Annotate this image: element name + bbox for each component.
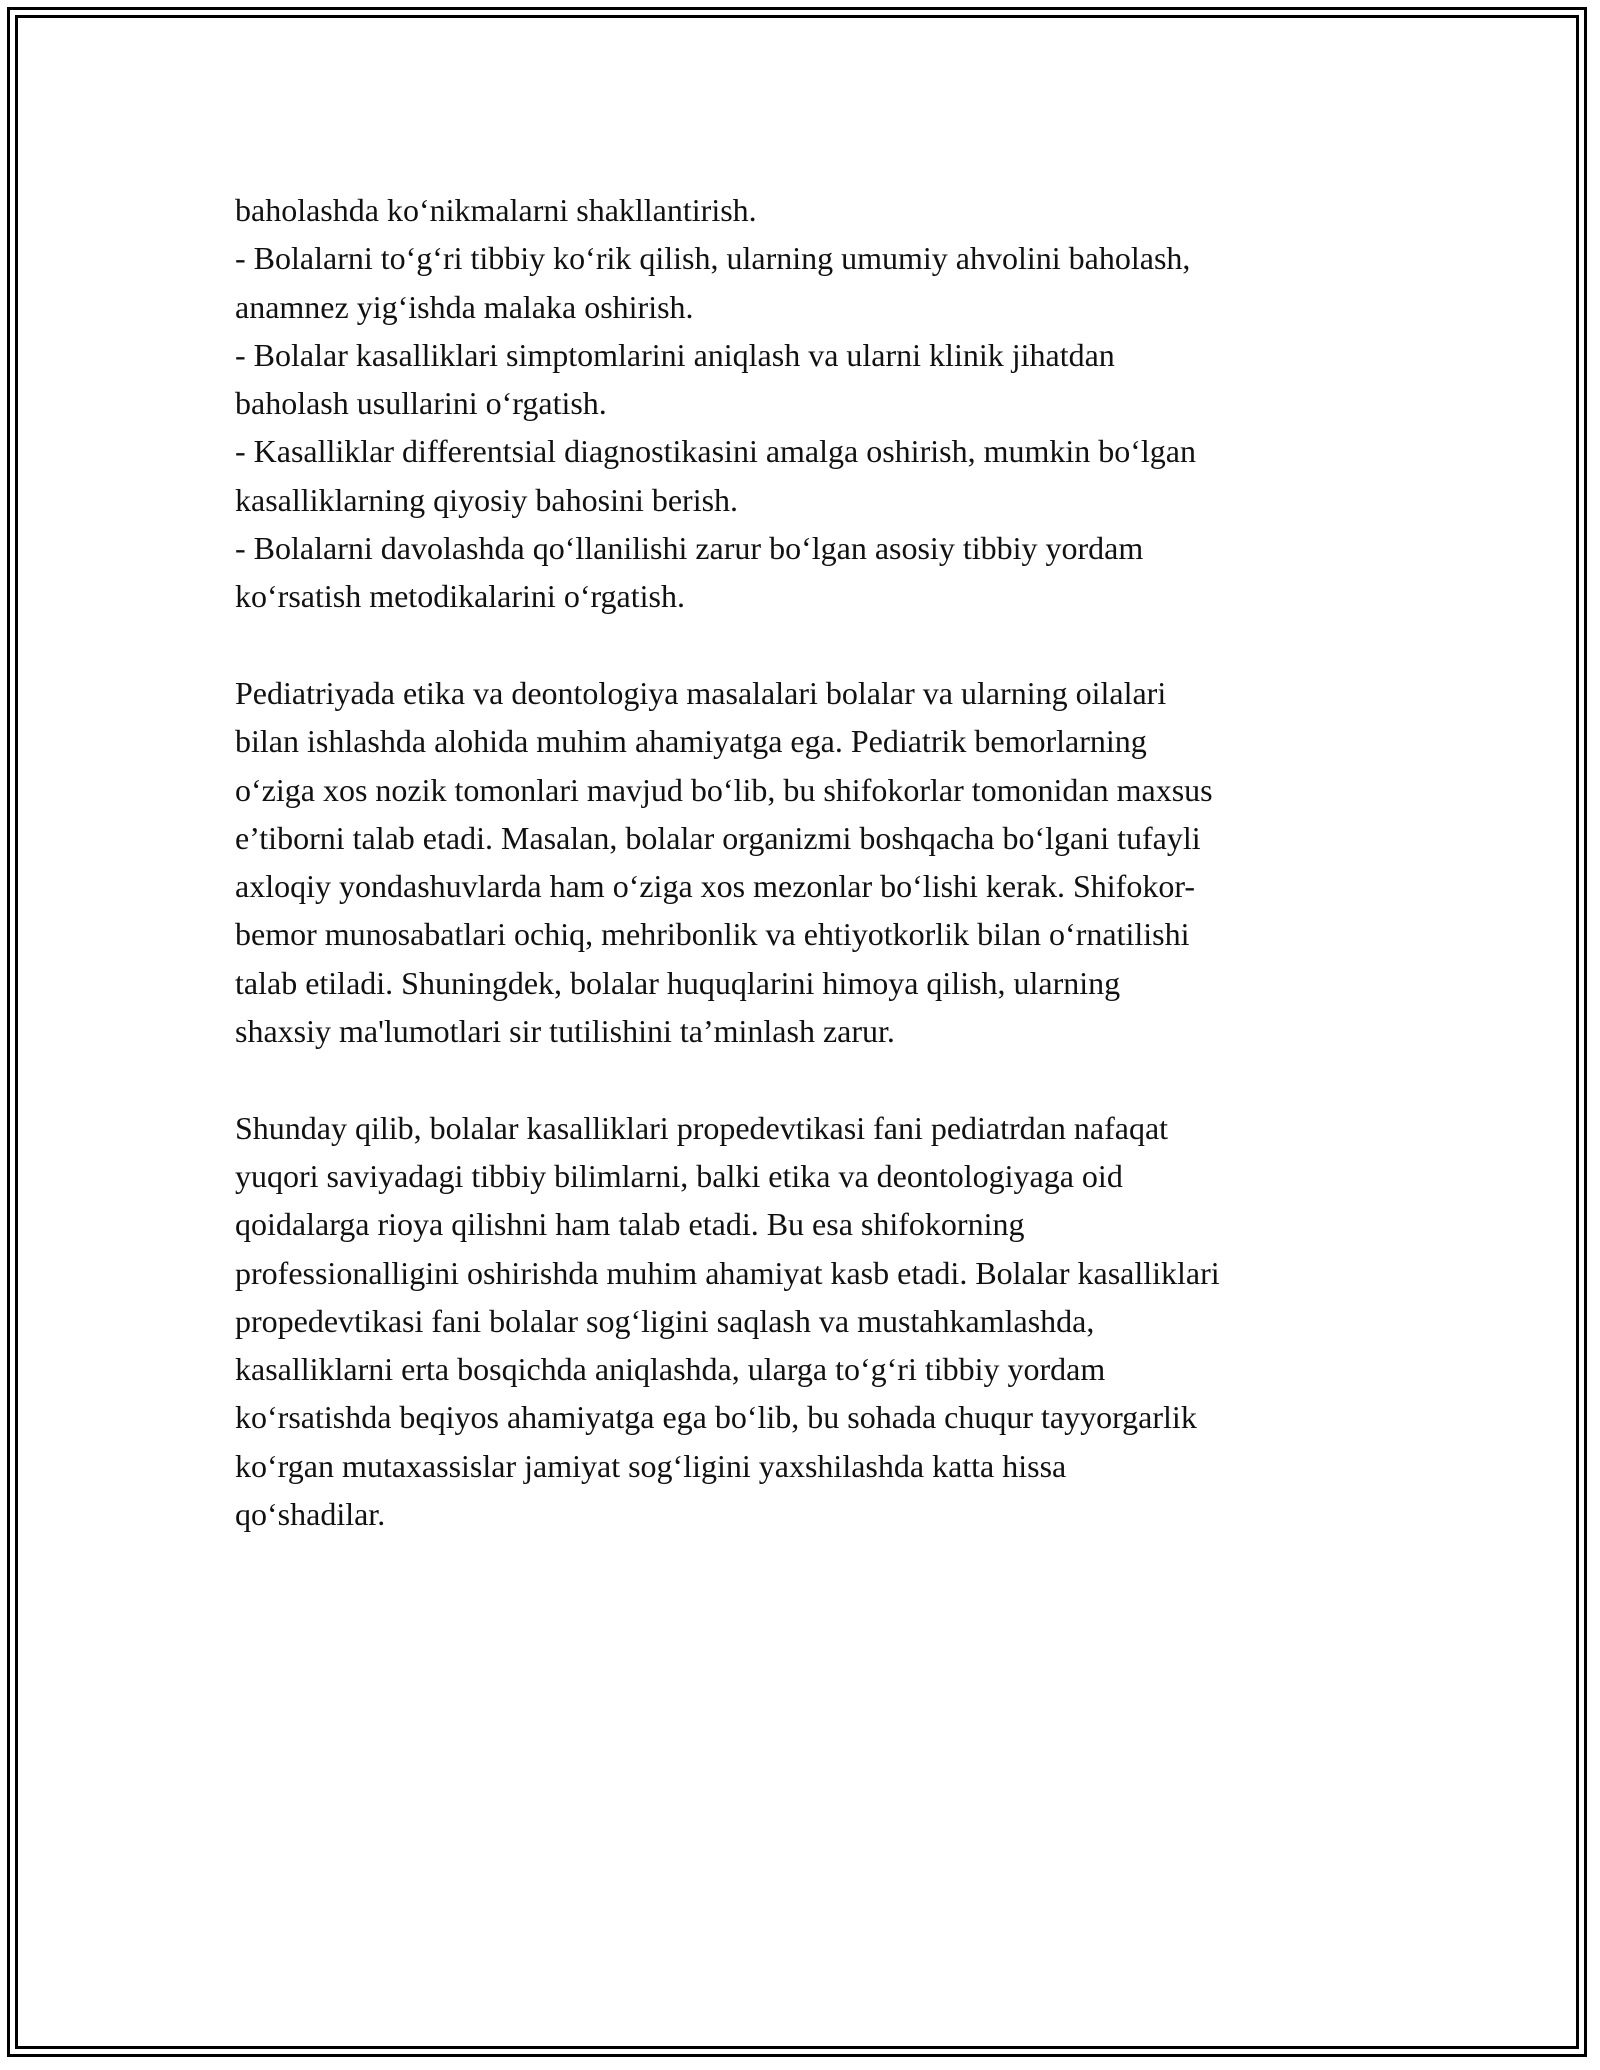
text-line: propedevtikasi fani bolalar sog‘ligini saqlash va mustahkamlashda, xyxy=(235,1302,1095,1339)
text-line: professionalligini oshirishda muhim ahamiyat kasb etadi. Bolalar kasalliklari xyxy=(235,1254,1220,1291)
text-line: kasalliklarning qiyosiy bahosini berish. xyxy=(235,481,739,518)
list-item: - Kasalliklar differentsial diagnostikasini amalga oshirish, mumkin bo‘lgan xyxy=(235,433,1196,470)
text-line: yuqori saviyadagi tibbiy bilimlarni, balki etika va deontologiyaga oid xyxy=(235,1157,1123,1194)
text-line: o‘ziga xos nozik tomonlari mavjud bo‘lib, bu shifokorlar tomonidan maxsus xyxy=(235,771,1213,808)
text-line: Pediatriyada etika va deontologiya masalalari bolalar va ularning oilalari xyxy=(235,674,1167,711)
text-line: talab etiladi. Shuningdek, bolalar huquqlarini himoya qilish, ularning xyxy=(235,964,1121,1001)
text-line: baholashda ko‘nikmalarni shakllantirish. xyxy=(235,192,757,228)
list-item: - Bolalarni to‘g‘ri tibbiy ko‘rik qilish, ularning umumiy ahvolini baholash, xyxy=(235,240,1191,277)
text-line: baholash usullarini o‘rgatish. xyxy=(235,385,607,422)
paragraph-spacer xyxy=(235,621,1375,669)
ethics-paragraph xyxy=(235,669,1375,1055)
document-body xyxy=(235,186,1375,1538)
text-line: ko‘rgan mutaxassislar jamiyat sog‘ligini yaxshilashda katta hissa xyxy=(235,1447,1067,1484)
text-line: bilan ishlashda alohida muhim ahamiyatga ega. Pediatrik bemorlarning xyxy=(235,723,1147,760)
text-line: kasalliklarni erta bosqichda aniqlashda, ularga to‘g‘ri tibbiy yordam xyxy=(235,1351,1106,1388)
objectives-list xyxy=(235,186,1375,621)
text-line: ko‘rsatish metodikalarini o‘rgatish. xyxy=(235,578,685,615)
text-line: qoidalarga rioya qilishni ham talab etadi. Bu esa shifokorning xyxy=(235,1206,1025,1243)
conclusion-paragraph xyxy=(235,1104,1375,1539)
text-line: ko‘rsatishda beqiyos ahamiyatga ega bo‘lib, bu sohada chuqur tayyorgarlik xyxy=(235,1399,1197,1436)
text-line: Shunday qilib, bolalar kasalliklari propedevtikasi fani pediatrdan nafaqat xyxy=(235,1109,1169,1146)
paragraph-spacer xyxy=(235,1055,1375,1103)
text-line: qo‘shadilar. xyxy=(235,1496,386,1533)
list-item: - Bolalarni davolashda qo‘llanilishi zarur bo‘lgan asosiy tibbiy yordam xyxy=(235,530,1144,567)
text-line: e’tiborni talab etadi. Masalan, bolalar organizmi boshqacha bo‘lgani tufayli xyxy=(235,819,1201,856)
list-item: - Bolalar kasalliklari simptomlarini aniqlash va ularni klinik jihatdan xyxy=(235,336,1115,373)
text-line: anamnez yig‘ishda malaka oshirish. xyxy=(235,288,694,325)
text-line: axloqiy yondashuvlarda ham o‘ziga xos mezonlar bo‘lishi kerak. Shifokor- xyxy=(235,868,1195,905)
text-line: shaxsiy ma'lumotlari sir tutilishini ta’minlash zarur. xyxy=(235,1013,895,1050)
text-line: bemor munosabatlari ochiq, mehribonlik va ehtiyotkorlik bilan o‘rnatilishi xyxy=(235,916,1190,953)
